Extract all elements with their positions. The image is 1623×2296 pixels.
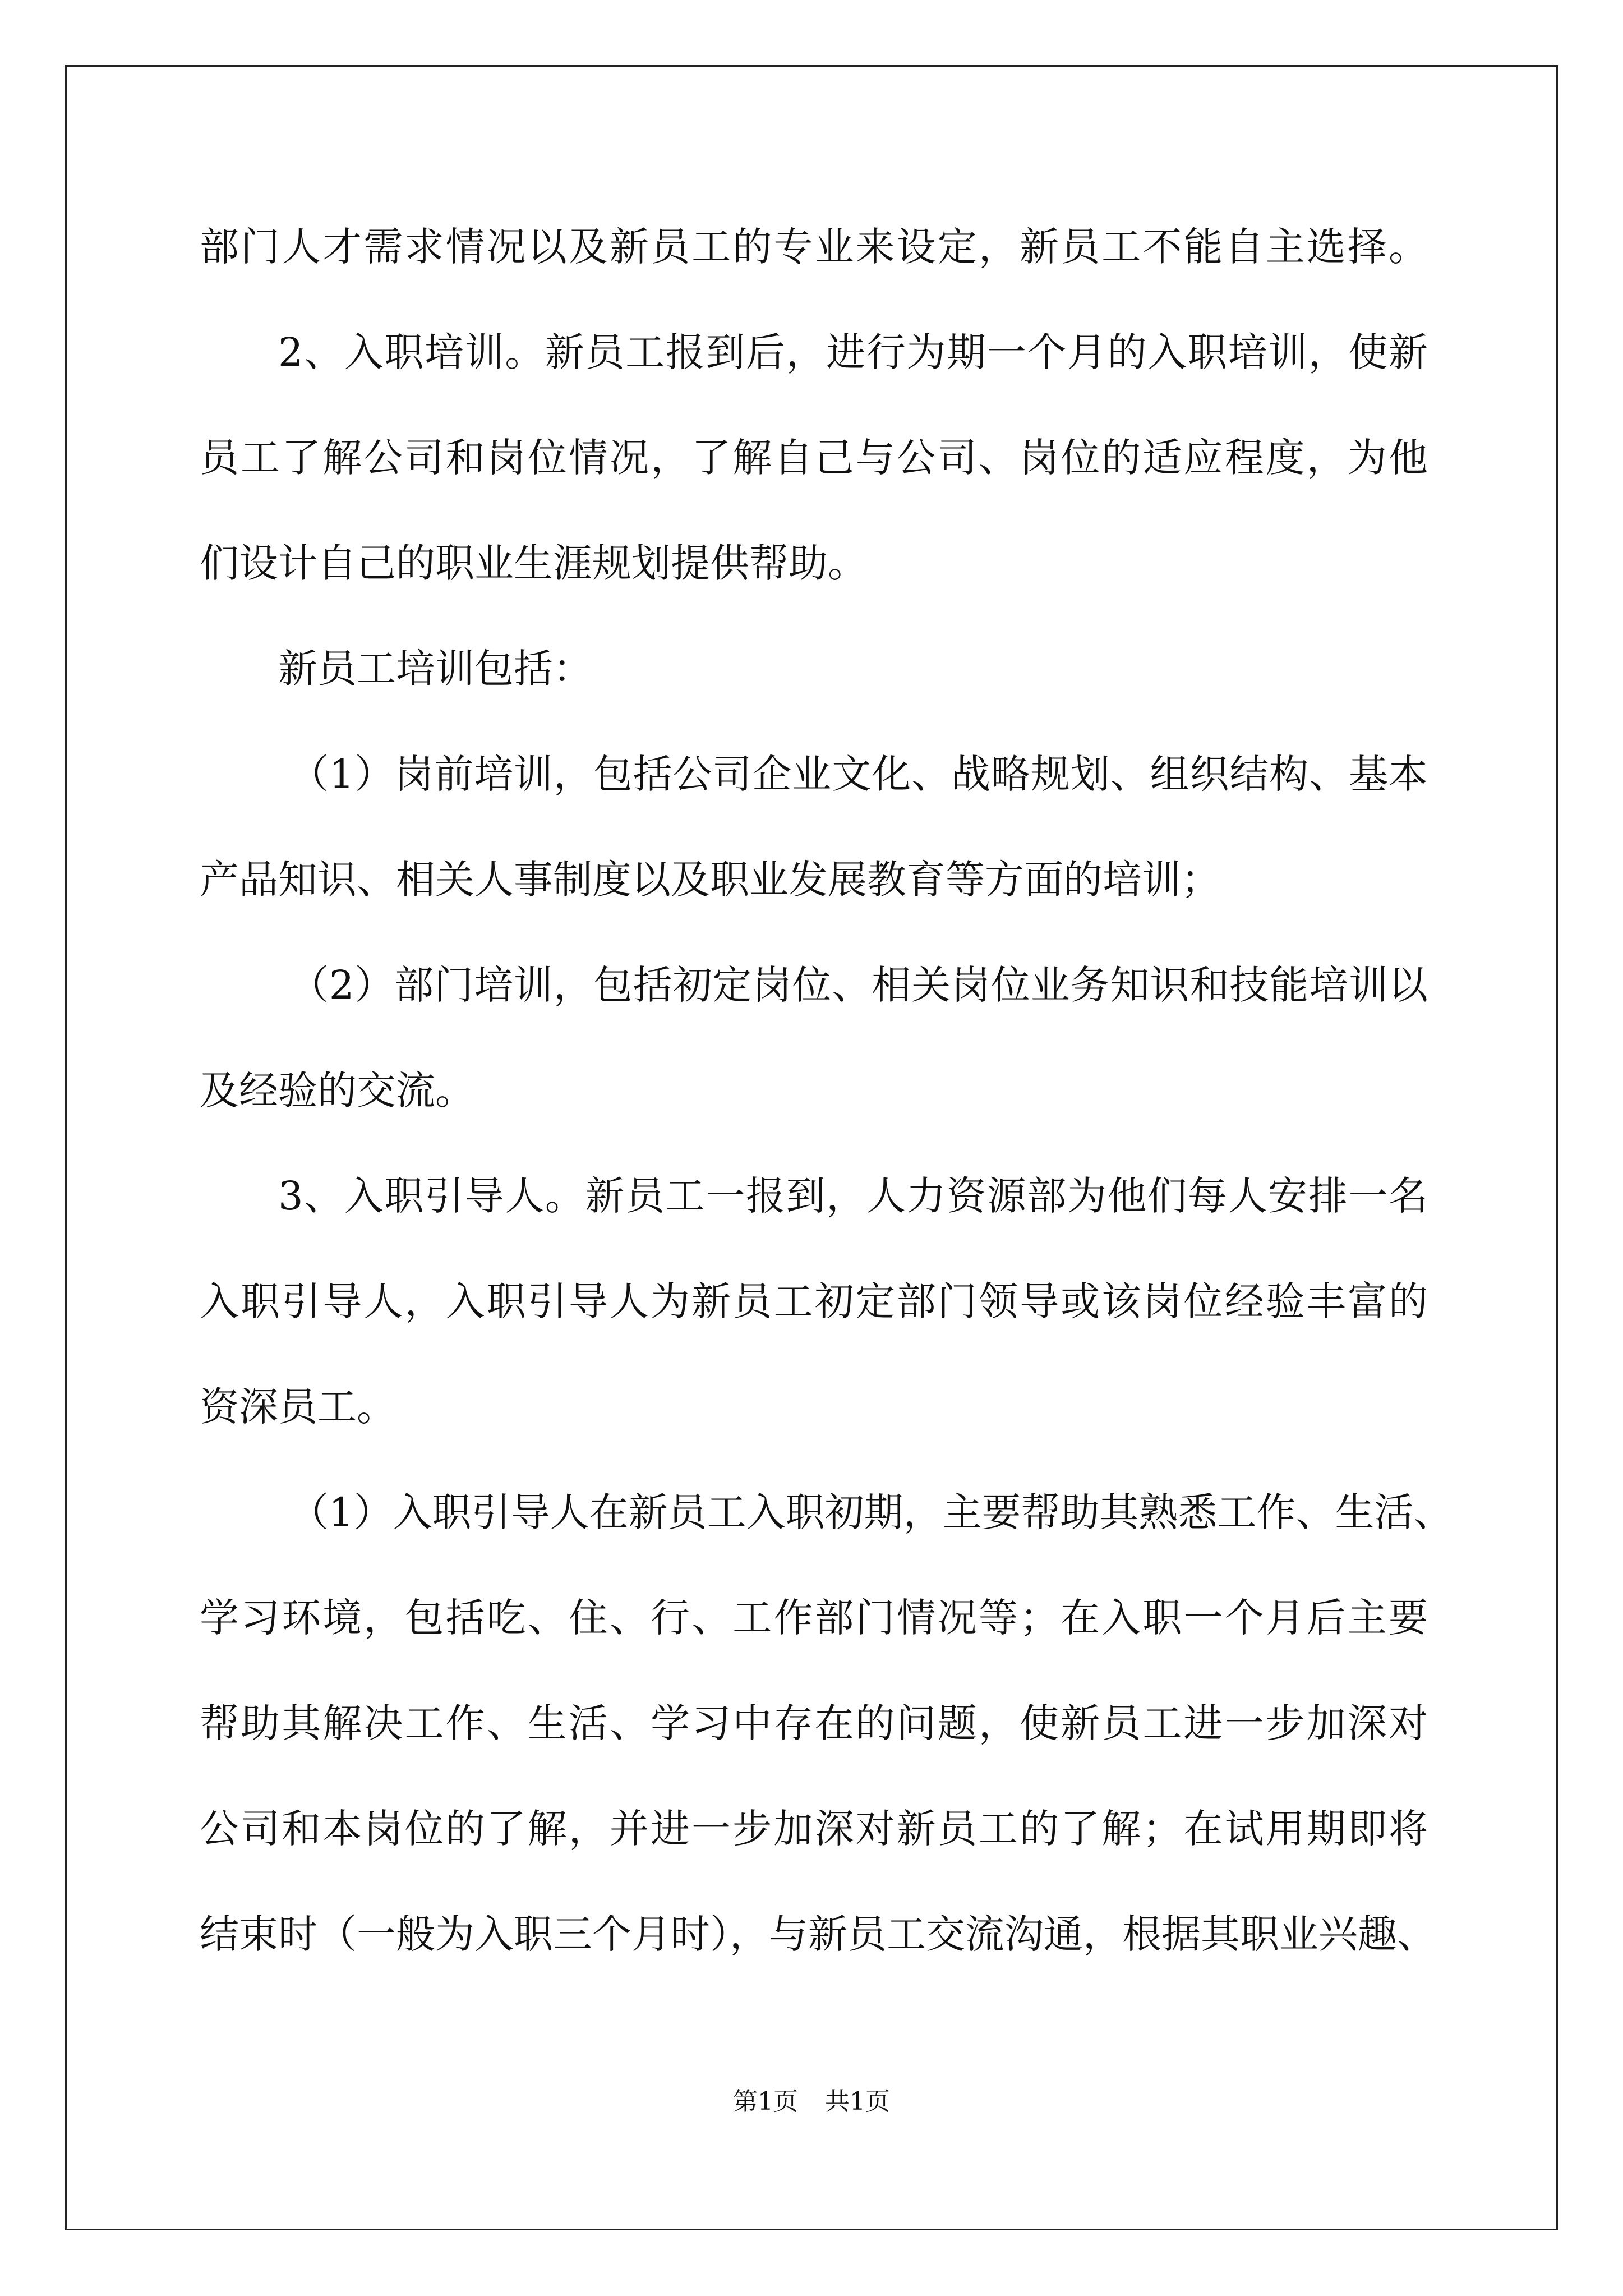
text-line: 3、入职引导人。新员工一报到，人力资源部为他们每人安排一名 [278,1173,1428,1219]
text-line: 产品知识、相关人事制度以及职业发展教育等方面的培训； [200,857,1220,903]
text-line: （2）部门培训，包括初定岗位、相关岗位业务知识和技能培训以 [289,962,1428,1008]
page-total: 共1页 [825,2087,890,2116]
text-line: 资深员工。 [200,1384,396,1430]
text-line: 及经验的交流。 [200,1068,474,1114]
page-number: 第1页 [733,2087,798,2116]
text-line: 入职引导人，入职引导人为新员工初定部门领导或该岗位经验丰富的 [200,1278,1428,1324]
text-line: 公司和本岗位的了解，并进一步加深对新员工的了解；在试用期即将 [200,1806,1428,1852]
text-line: 新员工培训包括： [278,646,592,692]
text-line: （1）岗前培训，包括公司企业文化、战略规划、组织结构、基本 [289,751,1428,797]
text-line: 员工了解公司和岗位情况，了解自己与公司、岗位的适应程度，为他 [200,435,1428,481]
text-line: 部门人才需求情况以及新员工的专业来设定，新员工不能自主选择。 [200,224,1428,270]
text-line: 帮助其解决工作、生活、学习中存在的问题，使新员工进一步加深对 [200,1700,1428,1746]
page-footer [0,2081,1623,2117]
text-line: 们设计自己的职业生涯规划提供帮助。 [200,540,867,586]
text-line: 结束时（一般为入职三个月时），与新员工交流沟通，根据其职业兴趣、 [200,1911,1436,1957]
text-line: 2、入职培训。新员工报到后，进行为期一个月的入职培训，使新 [278,329,1428,375]
text-line: （1）入职引导人在新员工入职初期，主要帮助其熟悉工作、生活、 [289,1489,1453,1535]
text-line: 学习环境，包括吃、住、行、工作部门情况等；在入职一个月后主要 [200,1595,1428,1641]
